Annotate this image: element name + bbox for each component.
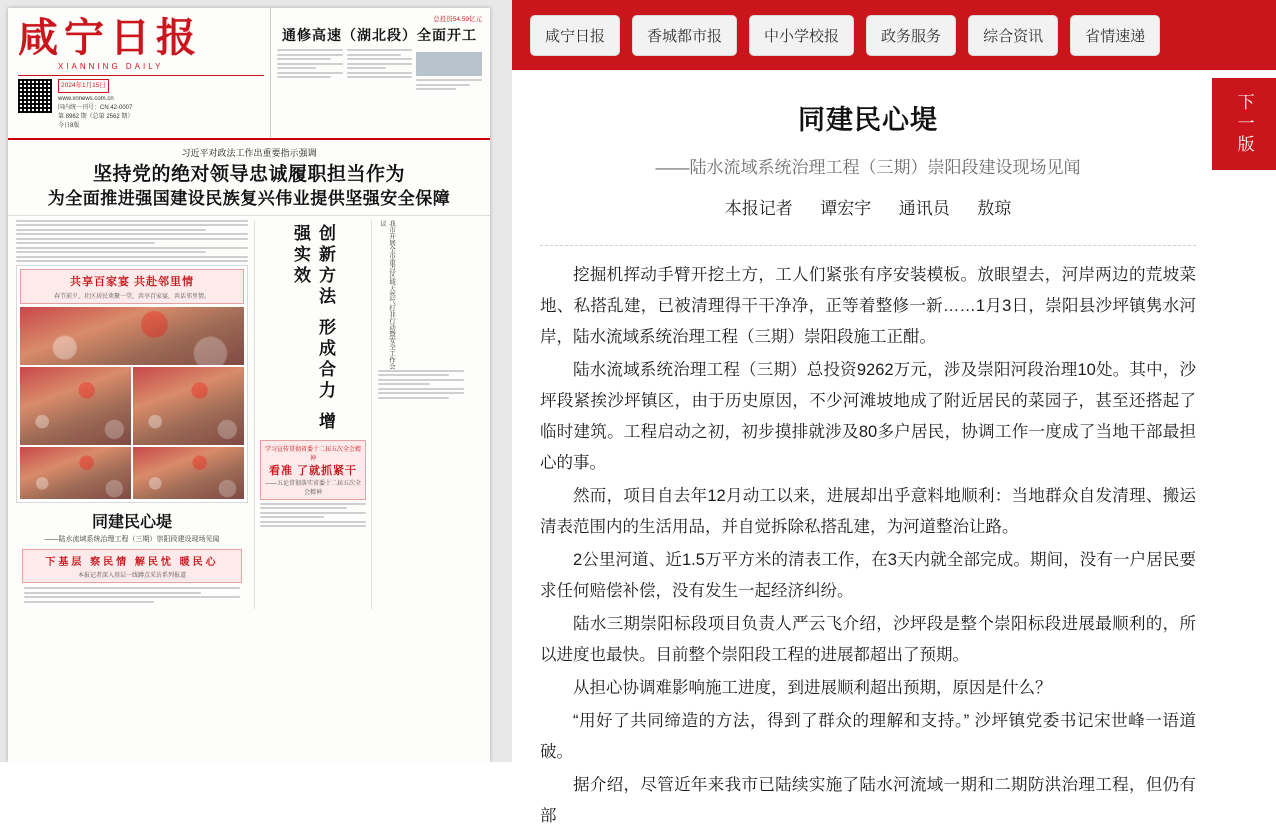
series-commentary-subtitle: ——五论贯彻落实省委十二届五次全会精神 bbox=[265, 480, 362, 496]
top-story-column bbox=[347, 49, 413, 93]
newspaper-footer-lines bbox=[16, 583, 248, 609]
text-line bbox=[16, 220, 248, 222]
masthead-meta-line-0: www.xnnews.com.cn bbox=[58, 95, 114, 102]
byline-correspondent-role: 通讯员 bbox=[898, 199, 950, 218]
article-title: 同建民心堤 bbox=[798, 105, 938, 135]
news-photo bbox=[20, 307, 244, 365]
text-line bbox=[378, 388, 464, 390]
article-paragraph: 据介绍，尽管近年来我市已陆续实施了陆水河流域一期和二期防洪治理工程，但仍有部 bbox=[540, 776, 1196, 825]
text-line bbox=[378, 370, 464, 372]
newspaper-body bbox=[8, 216, 490, 610]
article-paragraph: 2公里河道、近1.5万平方米的清表工作，在3天内就全部完成。期间，没有一户居民要求任何赔偿补偿，没有发生一起经济纠纷。 bbox=[540, 551, 1196, 600]
article-subtitle: ——陆水流域系统治理工程（三期）崇阳段建设现场见闻 bbox=[655, 158, 1081, 177]
article-paragraph: “用好了共同缔造的方法，得到了群众的理解和支持。” 沙坪镇党委书记宋世峰一语道破。 bbox=[540, 712, 1196, 761]
series-commentary-block[interactable] bbox=[260, 440, 366, 500]
tab-general-news[interactable]: 综合资讯 bbox=[968, 15, 1058, 56]
newspaper-column-right bbox=[378, 220, 464, 610]
byline-reporter-name: 谭宏宇 bbox=[820, 199, 872, 218]
newspaper-logo-pinyin: XIANNING DAILY bbox=[58, 62, 164, 71]
text-line bbox=[378, 397, 449, 399]
text-line bbox=[260, 503, 366, 505]
masthead-meta bbox=[18, 79, 264, 131]
series-commentary-kicker: 学习宣传贯彻省委十二届五次全会精神 bbox=[265, 446, 362, 462]
text-line bbox=[16, 256, 248, 258]
photo-feature-header bbox=[20, 269, 244, 304]
article-paragraph: 然而，项目自去年12月动工以来，进展却出乎意料地顺利：当地群众自发清理、搬运清表范围内的生活用品，并自觉拆除私搭乱建，为河道整治让路。 bbox=[540, 487, 1196, 536]
masthead-date: 2024年1月15日 bbox=[58, 79, 109, 93]
text-line bbox=[260, 521, 366, 523]
newspaper-preview-panel[interactable] bbox=[0, 0, 512, 762]
text-line bbox=[347, 63, 413, 65]
masthead-meta-line-1: 国内统一刊号：CN 42-0007 bbox=[58, 104, 133, 111]
text-line bbox=[260, 512, 366, 514]
text-line bbox=[24, 592, 201, 594]
article-paragraph: 从担心协调难影响施工进度，到进展顺利超出预期，原因是什么？ bbox=[573, 679, 1052, 697]
tab-xiangcheng-metro[interactable]: 香城都市报 bbox=[632, 15, 737, 56]
newspaper-column-middle bbox=[254, 220, 372, 610]
newspaper-main-headline[interactable] bbox=[8, 140, 490, 216]
text-line bbox=[347, 76, 413, 78]
text-line bbox=[277, 76, 331, 78]
text-line bbox=[378, 379, 464, 381]
vertical-headline: 创新方法 形成合力 增强实效 bbox=[290, 223, 335, 433]
newspaper-column-left bbox=[16, 220, 248, 610]
text-line bbox=[260, 525, 366, 527]
article-byline bbox=[540, 194, 1196, 219]
text-line bbox=[416, 84, 470, 86]
text-line bbox=[277, 67, 316, 69]
headline-line-1: 坚持党的绝对领导忠诚履职担当作为 bbox=[92, 163, 405, 185]
photo-grid bbox=[20, 307, 244, 499]
text-line bbox=[16, 229, 206, 231]
side-note: 我市开展全市重点区域天然气打非行动暨安全工作会议 bbox=[379, 219, 395, 370]
photo-feature-title: 共享百家宴 共赴邻里情 bbox=[69, 276, 195, 289]
text-line bbox=[378, 383, 430, 385]
article-divider bbox=[540, 245, 1196, 246]
top-story-title: 通修高速（湖北段）全面开工 bbox=[282, 28, 477, 44]
top-story-column bbox=[277, 49, 343, 93]
text-line bbox=[24, 601, 154, 603]
text-line bbox=[378, 374, 449, 376]
next-page-button[interactable] bbox=[1212, 78, 1276, 170]
tab-xianning-daily[interactable]: 咸宁日报 bbox=[530, 15, 620, 56]
text-line bbox=[260, 516, 324, 518]
masthead-rule bbox=[18, 75, 264, 76]
top-story-kicker: 总投资54.59亿元 bbox=[433, 16, 482, 23]
news-photo bbox=[20, 367, 131, 445]
text-line bbox=[24, 587, 240, 589]
masthead-meta-line-2: 第 8962 期（总第 2562 期） bbox=[58, 113, 134, 120]
text-line bbox=[260, 507, 347, 509]
article-paragraph: 陆水三期崇阳标段项目负责人严云飞介绍，沙坪段是整个崇阳标段进展最顺利的，所以进度也最快。目前整个崇阳段工程的进展都超出了预期。 bbox=[540, 615, 1196, 664]
masthead-meta-line-3: 今日8版 bbox=[58, 122, 80, 129]
text-line bbox=[347, 49, 413, 51]
text-line bbox=[277, 49, 343, 51]
tab-government-services[interactable]: 政务服务 bbox=[866, 15, 956, 56]
text-line bbox=[416, 88, 455, 90]
text-line bbox=[347, 67, 386, 69]
newspaper-footer-story-subtitle: ——陆水流域系统治理工程（三期）崇阳段建设现场见闻 bbox=[44, 536, 220, 544]
masthead-left bbox=[8, 8, 270, 138]
article-content bbox=[512, 70, 1276, 832]
text-line bbox=[277, 72, 343, 74]
photo-feature-block[interactable] bbox=[16, 265, 248, 503]
news-photo bbox=[133, 367, 244, 445]
text-line bbox=[16, 260, 248, 262]
text-line bbox=[416, 79, 482, 81]
top-story-columns bbox=[277, 49, 482, 93]
text-line bbox=[16, 251, 206, 253]
text-line bbox=[347, 58, 413, 60]
top-story-column bbox=[416, 49, 482, 93]
series-banner-title: 下基层 察民情 解民忧 暖民心 bbox=[45, 557, 219, 569]
text-line bbox=[277, 63, 343, 65]
next-page-button-label: 下一版 bbox=[1234, 92, 1254, 156]
text-line bbox=[16, 238, 248, 240]
tab-province-express[interactable]: 省情速递 bbox=[1070, 15, 1160, 56]
series-banner-subtitle: 本报记者深入基层一线蹲点采访系列报道 bbox=[77, 573, 186, 580]
text-line bbox=[347, 72, 413, 74]
text-line bbox=[16, 224, 248, 226]
qr-code-icon bbox=[18, 79, 52, 113]
text-line bbox=[277, 54, 343, 56]
text-line bbox=[347, 54, 401, 56]
news-photo bbox=[133, 447, 244, 499]
byline-correspondent-name: 敖琼 bbox=[977, 199, 1012, 218]
headline-kicker: 习近平对政法工作出重要指示强调 bbox=[181, 148, 317, 158]
story-thumbnail bbox=[416, 52, 482, 76]
text-line bbox=[277, 58, 331, 60]
news-photo bbox=[20, 447, 131, 499]
article-paragraph: 挖掘机挥动手臂开挖土方，工人们紧张有序安装模板。放眼望去，河岸两边的荒坡菜地、私搭乱建，已被清理得干干净净，正等着整修一新……1月3日，崇阳县沙坪镇隽水河岸，陆水流域系统治理工程（三期）崇阳段施工正酣。 bbox=[540, 266, 1196, 346]
text-line bbox=[378, 392, 464, 394]
newspaper-footer-story-title[interactable]: 同建民心堤 bbox=[91, 512, 172, 532]
newspaper-page[interactable] bbox=[8, 8, 490, 762]
byline-reporter-role: 本报记者 bbox=[724, 199, 793, 218]
series-banner bbox=[22, 549, 242, 583]
publication-tabbar bbox=[512, 0, 1276, 70]
masthead-meta-lines bbox=[58, 79, 133, 131]
article-paragraph: 陆水流域系统治理工程（三期）总投资9262万元，涉及崇阳河段治理10处。其中，沙坪段紧挨沙坪镇区，由于历史原因，不少河滩坡地成了附近居民的菜园子，甚至还搭起了临时建筑。工程启动之初，初步摸排就涉及80多户居民，协调工作一度成了当地干部最担心的事。 bbox=[540, 361, 1196, 472]
article-body bbox=[540, 260, 1196, 832]
tab-school-paper[interactable]: 中小学校报 bbox=[749, 15, 854, 56]
text-line bbox=[16, 233, 248, 235]
text-line bbox=[24, 596, 240, 598]
headline-line-2: 为全面推进强国建设民族复兴伟业提供坚强安全保障 bbox=[47, 188, 451, 209]
text-line bbox=[16, 247, 248, 249]
article-panel bbox=[512, 0, 1276, 825]
newspaper-logo: 咸宁日报 bbox=[18, 14, 202, 61]
series-commentary-title: 看准 了就抓紧干 bbox=[268, 464, 358, 477]
newspaper-masthead bbox=[8, 8, 490, 140]
masthead-top-story[interactable] bbox=[270, 8, 490, 138]
photo-feature-caption: 春节前夕，社区居民欢聚一堂，共享百家宴，共话邻里情。 bbox=[53, 294, 210, 301]
text-line bbox=[16, 242, 155, 244]
